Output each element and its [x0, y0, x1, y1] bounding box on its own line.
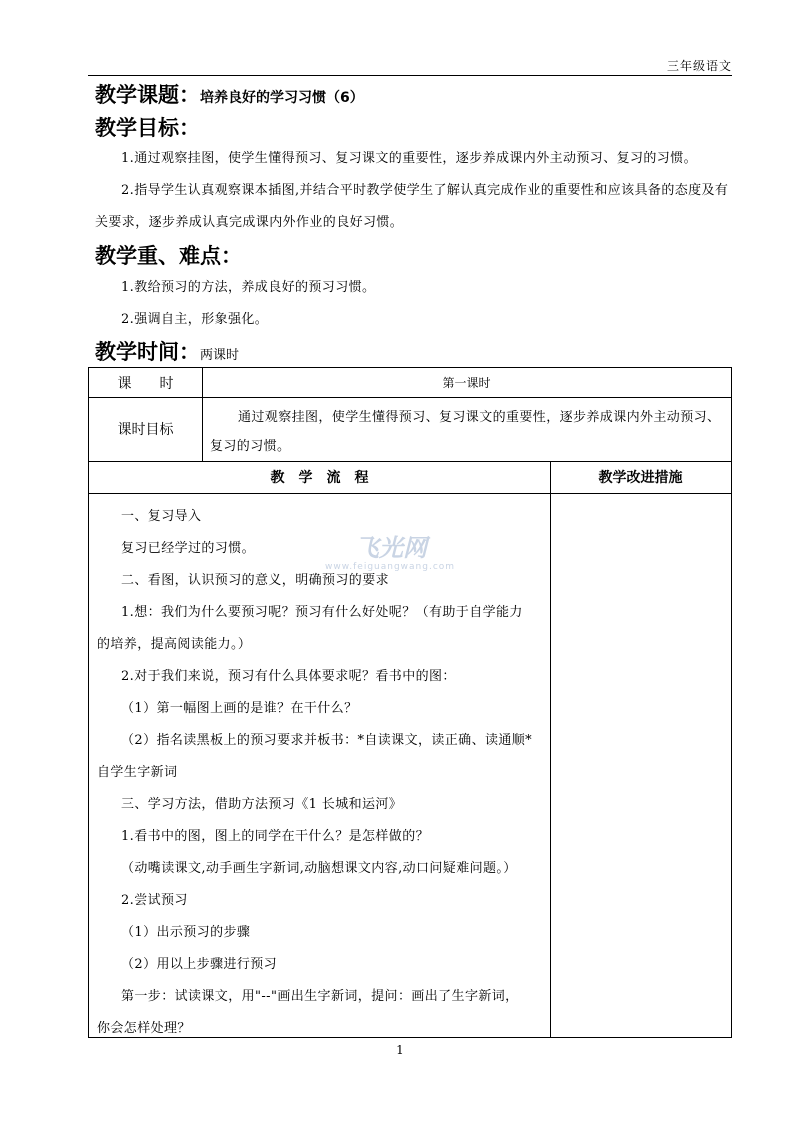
objective-item: 2.指导学生认真观察课本插图,并结合平时教学使学生了解认真完成作业的重要性和应该具备的态度及有关要求，逐步养成认真完成课内外作业的良好习惯。	[95, 183, 729, 230]
flow-content	[97, 501, 549, 1045]
flow-line: 一、复习导入	[121, 509, 202, 524]
flow-line: （2）指名读黑板上的预习要求并板书：*自读课文，读正确、读通顺*	[121, 733, 533, 748]
time-heading	[95, 339, 239, 369]
topic-label: 教学课题：	[95, 83, 200, 107]
flow-line: 的培养，提高阅读能力。）	[97, 637, 252, 652]
flow-line: 你会怎样处理？	[97, 1021, 191, 1036]
lesson-value: 第一课时	[442, 376, 491, 390]
flow-line: 1.想：我们为什么要预习呢？预习有什么好处呢？（有助于自学能力	[121, 605, 523, 620]
flow-line: （1）第一幅图上画的是谁？在干什么？	[121, 701, 358, 716]
key-point-item: 2.强调自主，形象强化。	[121, 312, 269, 327]
flow-line: 复习已经学过的习惯。	[121, 541, 256, 556]
watermark	[325, 528, 465, 588]
flow-cell	[89, 493, 550, 1037]
objectives-heading: 教学目标：	[95, 116, 200, 140]
watermark-url: www.feiguangwang.com	[325, 562, 456, 572]
header-subject: 三年级语文	[666, 59, 732, 73]
objective-item: 1.通过观察挂图，使学生懂得预习、复习课文的重要性，逐步养成课内外主动预习、复习的习惯。	[121, 151, 698, 166]
page-number: 1	[396, 1043, 404, 1057]
flow-line: （1）出示预习的步骤	[121, 925, 251, 940]
improve-cell	[550, 493, 731, 1037]
flow-line: 2.尝试预习	[121, 893, 188, 908]
topic-heading	[95, 82, 364, 111]
goal-label: 课时目标	[117, 422, 174, 438]
flow-line: （2）用以上步骤进行预习	[121, 957, 278, 972]
flow-line: 三、学习方法，借助方法预习《1 长城和运河》	[121, 797, 403, 812]
header-rule	[88, 75, 732, 76]
objectives-list	[95, 143, 735, 239]
time-label: 教学时间：	[95, 340, 200, 364]
flow-line: 2.对于我们来说，预习有什么具体要求呢？看书中的图：	[121, 669, 456, 684]
topic-value: 培养良好的学习习惯（6）	[200, 90, 364, 106]
key-point-item: 1.教给预习的方法，养成良好的预习习惯。	[121, 280, 376, 295]
flow-line: 1.看书中的图，图上的同学在干什么？是怎样做的？	[121, 829, 430, 844]
flow-line: （动嘴读课文,动手画生字新词,动脑想课文内容,动口问疑难问题。）	[121, 861, 517, 876]
key-points-list	[95, 272, 735, 336]
lesson-table	[88, 367, 732, 1038]
time-value: 两课时	[200, 348, 240, 363]
flow-line: 第一步：试读课文，用"--"画出生字新词，提问：画出了生字新词，	[121, 989, 519, 1004]
key-points-heading: 教学重、难点：	[95, 244, 242, 268]
flow-header: 教 学 流 程	[270, 470, 369, 486]
flow-line: 二、看图，认识预习的意义，明确预习的要求	[121, 573, 390, 588]
lesson-label: 课 时	[117, 375, 174, 392]
flow-line: 自学生字新词	[97, 765, 178, 780]
goal-value: 通过观察挂图，使学生懂得预习、复习课文的重要性，逐步养成课内外主动预习、复习的习惯。	[210, 410, 721, 454]
watermark-name: 飞光网	[355, 534, 427, 562]
improve-header: 教学改进措施	[598, 470, 683, 486]
